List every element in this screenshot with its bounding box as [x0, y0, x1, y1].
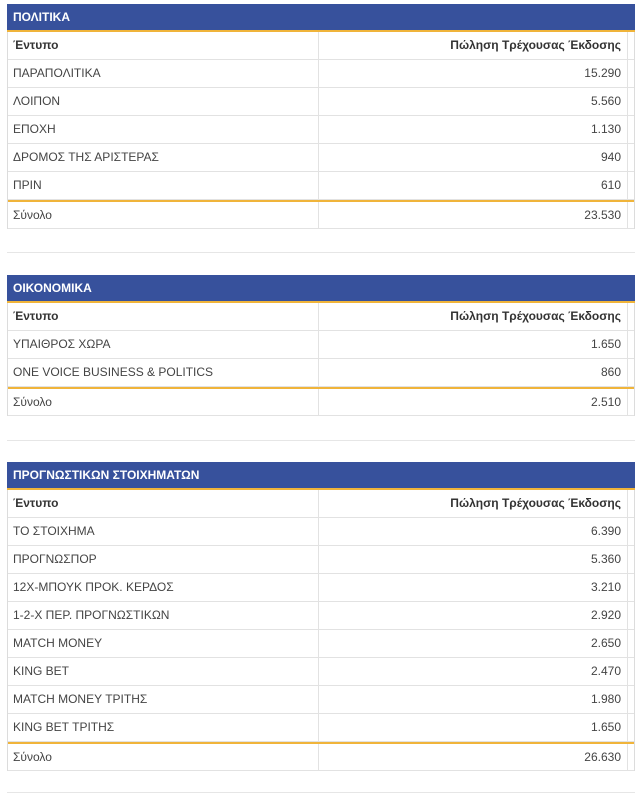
sales-value: 1.650	[319, 331, 628, 358]
total-row	[8, 742, 634, 771]
section-title: ΠΟΛΙΤΙΚΑ	[7, 4, 635, 32]
table-row	[8, 88, 634, 116]
publication-name: 1-2-Χ ΠΕΡ. ΠΡΟΓΝΩΣΤΙΚΩΝ	[8, 602, 319, 629]
sales-value: 15.290	[319, 60, 628, 87]
sales-value: 3.210	[319, 574, 628, 601]
total-row	[8, 200, 634, 229]
total-label: Σύνολο	[8, 744, 319, 770]
sales-table	[7, 303, 635, 416]
sales-value: 1.980	[319, 686, 628, 713]
table-row	[8, 714, 634, 742]
table-row	[8, 546, 634, 574]
section-politika	[7, 4, 635, 229]
sales-value: 1.130	[319, 116, 628, 143]
publication-name: ΤΟ ΣΤΟΙΧΗΜΑ	[8, 518, 319, 545]
table-row	[8, 602, 634, 630]
sales-value: 5.560	[319, 88, 628, 115]
sales-value: 1.650	[319, 714, 628, 741]
table-row	[8, 172, 634, 200]
table-row	[8, 518, 634, 546]
table-row	[8, 60, 634, 88]
publication-name: ONE VOICE BUSINESS & POLITICS	[8, 359, 319, 386]
publication-name: ΠΡΙΝ	[8, 172, 319, 199]
column-header-title: Έντυπο	[8, 32, 319, 59]
publication-name: MATCH MONEY	[8, 630, 319, 657]
total-value: 26.630	[319, 744, 628, 770]
publication-name: ΕΠΟΧΗ	[8, 116, 319, 143]
total-value: 23.530	[319, 202, 628, 228]
publication-name: MATCH MONEY ΤΡΙΤΗΣ	[8, 686, 319, 713]
sales-value: 860	[319, 359, 628, 386]
publication-name: 12Χ-ΜΠΟΥΚ ΠΡΟΚ. ΚΕΡΔΟΣ	[8, 574, 319, 601]
publication-name: KING BET	[8, 658, 319, 685]
section-oikonomika	[7, 275, 635, 416]
section-divider	[7, 440, 635, 441]
sales-table	[7, 32, 635, 229]
table-row	[8, 116, 634, 144]
publication-name: ΔΡΟΜΟΣ ΤΗΣ ΑΡΙΣΤΕΡΑΣ	[8, 144, 319, 171]
sales-value: 940	[319, 144, 628, 171]
total-label: Σύνολο	[8, 389, 319, 415]
total-label: Σύνολο	[8, 202, 319, 228]
table-header-row	[8, 490, 634, 518]
section-divider	[7, 792, 635, 793]
sales-value: 610	[319, 172, 628, 199]
table-row	[8, 658, 634, 686]
column-header-sales: Πώληση Τρέχουσας Έκδοσης	[319, 303, 628, 330]
publication-name: ΛΟΙΠΟΝ	[8, 88, 319, 115]
total-row	[8, 387, 634, 416]
section-divider	[7, 252, 635, 253]
column-header-title: Έντυπο	[8, 490, 319, 517]
column-header-title: Έντυπο	[8, 303, 319, 330]
publication-name: ΠΡΟΓΝΩΣΠΟΡ	[8, 546, 319, 573]
publication-name: ΥΠΑΙΘΡΟΣ ΧΩΡΑ	[8, 331, 319, 358]
table-row	[8, 686, 634, 714]
table-header-row	[8, 303, 634, 331]
table-row	[8, 574, 634, 602]
table-row	[8, 359, 634, 387]
table-header-row	[8, 32, 634, 60]
total-value: 2.510	[319, 389, 628, 415]
table-row	[8, 144, 634, 172]
publication-name: ΠΑΡΑΠΟΛΙΤΙΚΑ	[8, 60, 319, 87]
sales-value: 6.390	[319, 518, 628, 545]
section-title: ΟΙΚΟΝΟΜΙΚΑ	[7, 275, 635, 303]
sales-value: 2.470	[319, 658, 628, 685]
table-row	[8, 630, 634, 658]
column-header-sales: Πώληση Τρέχουσας Έκδοσης	[319, 490, 628, 517]
sales-value: 5.360	[319, 546, 628, 573]
column-header-sales: Πώληση Τρέχουσας Έκδοσης	[319, 32, 628, 59]
sales-table	[7, 490, 635, 771]
section-title: ΠΡΟΓΝΩΣΤΙΚΩΝ ΣΤΟΙΧΗΜΑΤΩΝ	[7, 462, 635, 490]
section-prognostikon	[7, 462, 635, 771]
table-row	[8, 331, 634, 359]
sales-value: 2.650	[319, 630, 628, 657]
publication-name: KING BET ΤΡΙΤΗΣ	[8, 714, 319, 741]
sales-value: 2.920	[319, 602, 628, 629]
